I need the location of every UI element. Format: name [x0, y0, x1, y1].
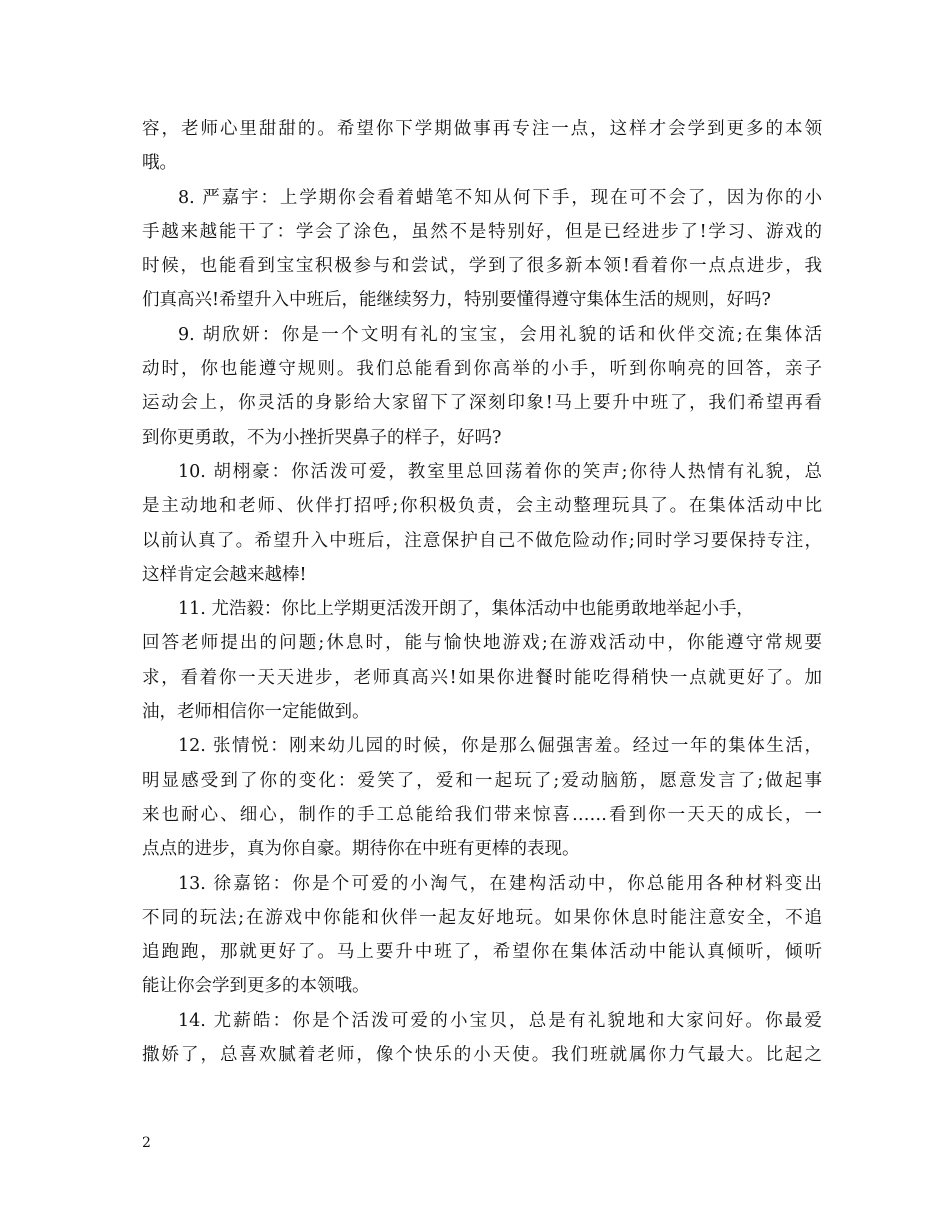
text-line: 是主动地和老师、伙伴打招呼;你积极负责，会主动整理玩具了。在集体活动中比	[142, 496, 822, 517]
text-line: 手越来越能干了：学会了涂色，虽然不是特别好，但是已经进步了!学习、游戏的	[142, 221, 822, 242]
text-line: 时候，也能看到宝宝积极参与和尝试，学到了很多新本领!看着你一点点进步，我	[142, 256, 822, 277]
page-number: 2	[142, 1135, 151, 1151]
text-line: 明显感受到了你的变化：爱笑了，爱和一起玩了;爱动脑筋，愿意发言了;做起事	[142, 770, 822, 791]
text-line: 11. 尤浩毅：你比上学期更活泼开朗了，集体活动中也能勇敢地举起小手，	[178, 599, 754, 620]
text-line: 们真高兴!希望升入中班后，能继续努力，特别要懂得遵守集体生活的规则，好吗?	[142, 290, 771, 311]
text-line: 10. 胡栩豪：你活泼可爱，教室里总回荡着你的笑声;你待人热情有礼貌，总	[178, 461, 822, 482]
text-line: 撒娇了，总喜欢腻着老师，像个快乐的小天使。我们班就属你力气最大。比起之	[142, 1045, 822, 1066]
text-line: 到你更勇敢，不为小挫折哭鼻子的样子，好吗?	[142, 427, 502, 448]
text-line: 动时，你也能遵守规则。我们总能看到你高举的小手，听到你响亮的回答，亲子	[142, 359, 822, 380]
text-line: 点点的进步，真为你自豪。期待你在中班有更棒的表现。	[142, 839, 580, 860]
body-text	[142, 112, 822, 1072]
text-line: 来也耐心、细心，制作的手工总能给我们带来惊喜……看到你一天天的成长，一	[142, 804, 822, 825]
text-line: 能让你会学到更多的本领哦。	[142, 976, 370, 997]
text-line: 13. 徐嘉铭：你是个可爱的小淘气，在建构活动中，你总能用各种材料变出	[178, 873, 822, 894]
text-line: 油，老师相信你一定能做到。	[142, 702, 370, 723]
text-line: 这样肯定会越来越棒!	[142, 564, 307, 585]
text-line: 追跑跑，那就更好了。马上要升中班了，希望你在集体活动中能认真倾听，倾听	[142, 942, 822, 963]
text-line: 14. 尤薪皓：你是个活泼可爱的小宝贝，总是有礼貌地和大家问好。你最爱	[178, 1010, 822, 1031]
text-line: 运动会上，你灵活的身影给大家留下了深刻印象!马上要升中班了，我们希望再看	[142, 393, 822, 414]
text-line: 12. 张情悦：刚来幼儿园的时候，你是那么倔强害羞。经过一年的集体生活，	[178, 736, 822, 757]
text-line: 容，老师心里甜甜的。希望你下学期做事再专注一点，这样才会学到更多的本领	[142, 119, 822, 139]
text-line: 哦。	[142, 153, 177, 174]
text-line: 8. 严嘉宇：上学期你会看着蜡笔不知从何下手，现在可不会了，因为你的小	[178, 187, 822, 208]
text-line: 求，看着你一天天进步，老师真高兴!如果你进餐时能吃得稍快一点就更好了。加	[142, 667, 822, 688]
text-line: 回答老师提出的问题;休息时，能与愉快地游戏;在游戏活动中，你能遵守常规要	[142, 633, 822, 654]
text-line: 9. 胡欣妍：你是一个文明有礼的宝宝，会用礼貌的话和伙伴交流;在集体活	[178, 324, 822, 345]
text-line: 以前认真了。希望升入中班后，注意保护自己不做危险动作;同时学习要保持专注，	[142, 530, 822, 551]
text-line: 不同的玩法;在游戏中你能和伙伴一起友好地玩。如果你休息时能注意安全，不追	[142, 907, 822, 928]
